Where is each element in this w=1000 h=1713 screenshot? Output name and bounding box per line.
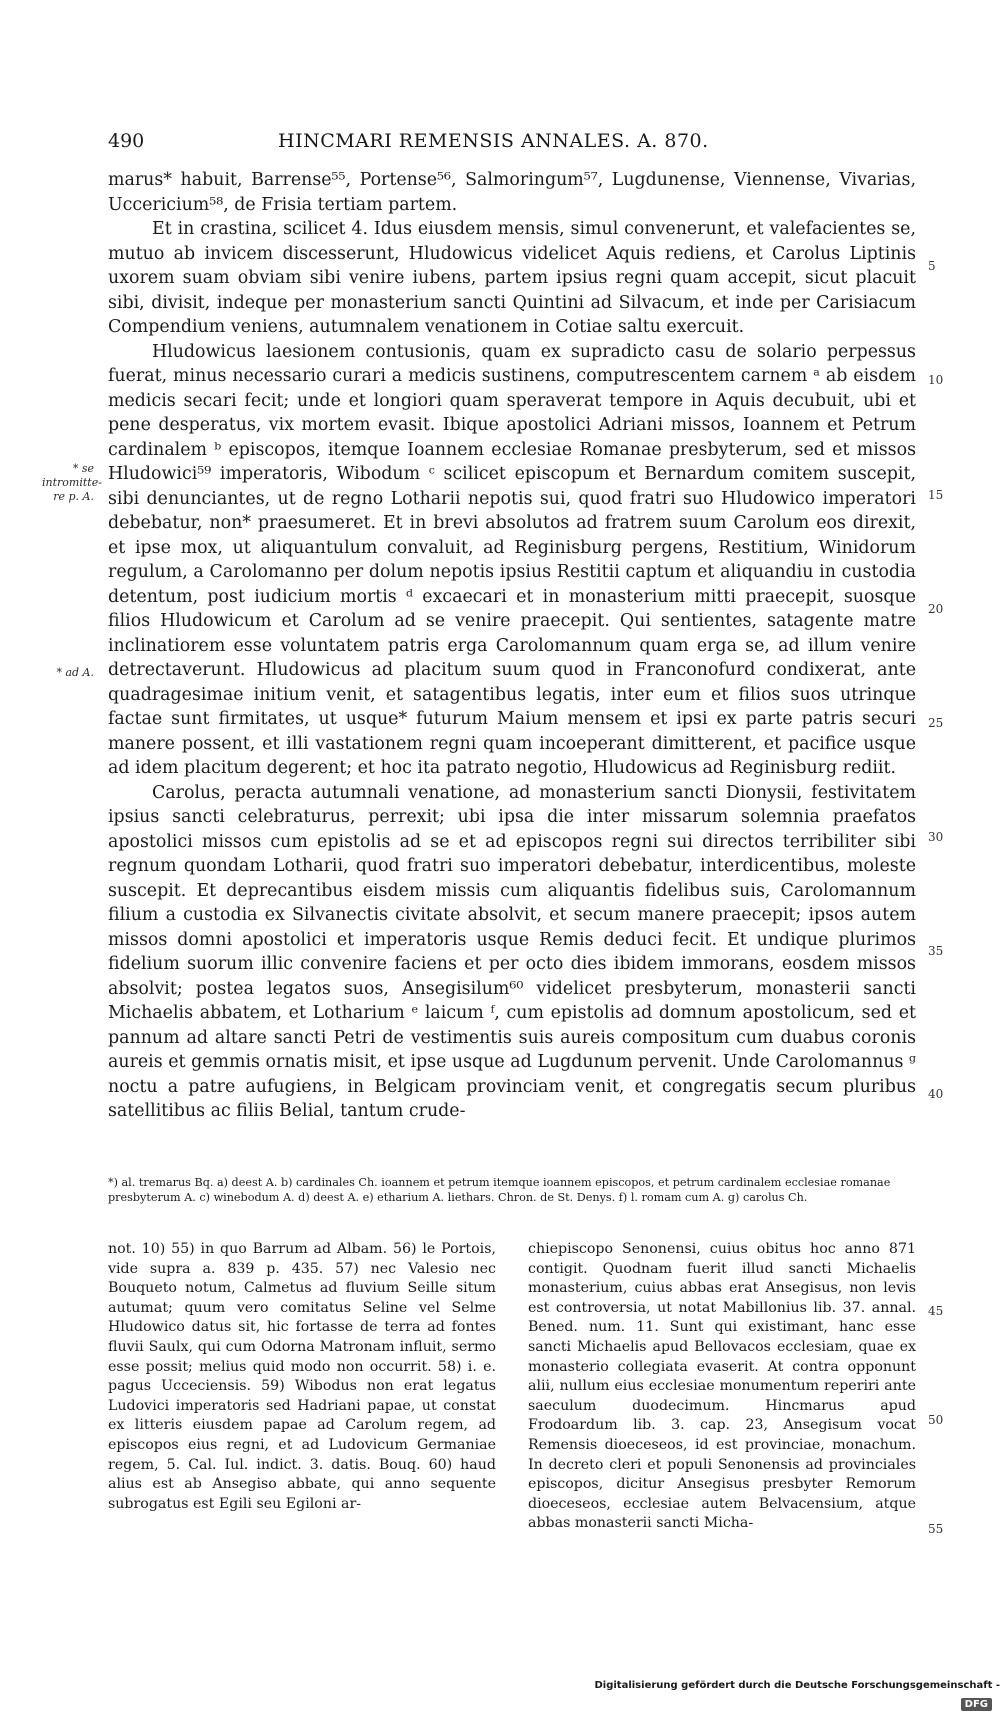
main-text [108, 168, 916, 1124]
paragraph: Carolus, peracta autumnali venatione, ad monasterium sancti Dionysii, festivitatem ipsius sancti celebraturus, perrexit; ubi ipsa die inter missarum solemnia praefatos apostolici missos cum epistolis ad se et ad episcopos regni sui directos terribiliter sibi regnum quondam Lotharii, quod fratri suo imperatori debebatur, interdicentibus, moleste suscepit. Et deprecantibus eisdem missis cum aliquantis fidelibus suis, Carolomannum filium a custodia ex Silvanectis civitate absolvit, et secum manere praecepit; ipsos autem missos domni apostolici et imperatoris usque Remis deduci fecit. Et undique plurimos fidelium suorum illic convenire faciens et per octo dies ibidem immorans, eosdem missos absolvit; postea legatos suos, Ansegisilum⁶⁰ videlicet presbyterum, monasterii sancti Michaelis abbatem, et Lotharium ᵉ laicum ᶠ, cum epistolis ad domnum apostolicum, sed et pannum ad altare sancti Petri de vestimentis suis aureis compositum cum duabus coronis aureis et gemmis ornatis misit, et ipse usque ad Lugdunum pervenit. Unde Carolomannus ᵍ noctu a patre aufugiens, in Belgicam provinciam venit, et congregatis secum pluribus satellitibus ac filiis Belial, tantum crude- [108, 782, 916, 1121]
digitization-footer [560, 1675, 1000, 1710]
critical-apparatus [108, 1175, 928, 1205]
line-number: 5 [928, 259, 936, 273]
paragraph: Hludowicus laesionem contusionis, quam ex supradicto casu de solario perpessus fuerat, minus necessario curari a medicis sustinens, computrescentem carnem ᵃ ab eisdem medicis secari fecit; unde et longiori quam speraverat tempore in Aquis decubuit, ubi et pene desperatus, vix mortem evasit. Ibique apostolici Adriani missos, Ioannem et Petrum cardinalem ᵇ episcopos, itemque Ioannem ecclesiae Romanae presbyterum, sed et missos Hludowici⁵⁹ imperatoris, Wibodum ᶜ scilicet episcopum et Bernardum comitem suscepit, sibi denunciantes, ut de regno Lotharii nepotis sui, quod fratri suo Hludowico imperatori debebatur, non* praesumeret. Et in brevi absolutos ad fratrem suum Carolum eos direxit, et ipse mox, ut aliquantulum convaluit, ad Reginisburg pergens, Restitium, Winidorum regulum, a Carolomanno per dolum nepotis ipsius Restitii captum et aliquandiu in custodia detentum, post iudicium mortis ᵈ excaecari et in monasterium mitti praecepit, suosque filios Hludowicum et Carolum ad se venire praecepit. Qui sentientes, satagente matre inclinatiorem esse voluntatem patris erga Carolomannum quam erga se, ad illum venire detrectaverunt. Hludowicus ad placitum suum quod in Franconofurd condixerat, ante quadragesimae initium venit, et satagentibus legatis, inter eum et filios suos utrinque factae sunt firmitates, ut usque* futurum Maium mensem et ipsi ex parte patris securi manere possent, et illi vastationem regni quam incoeperant dimitterent, et pacifice usque ad idem placitum degerent; et hoc ita patrato negotio, Hludowicus ad Reginisburg rediit. [108, 341, 916, 778]
paragraph: Et in crastina, scilicet 4. Idus eiusdem mensis, simul convenerunt, et valefacientes se, mutuo ab invicem discesserunt, Hludowicus videlicet Aquis rediens, et Carolus Liptinis uxorem suam obviam sibi venire iubens, partem ipsius regni quam accepit, sicut placuit sibi, divisit, indeque per monasterium sancti Quintini ad Silvacum, et inde per Carisiacum Compendium veniens, autumnalem venationem in Cotiae saltu exercuit. [108, 219, 916, 337]
line-number: 10 [928, 373, 944, 387]
footer-text: Digitalisierung gefördert durch die Deutsche Forschungsgemeinschaft - [594, 1680, 1000, 1691]
footnote-column-left [108, 1240, 496, 1514]
page-header [108, 130, 908, 160]
dfg-logo: DFG [961, 1698, 992, 1711]
line-number: 20 [928, 602, 944, 616]
paragraph: marus* habuit, Barrense⁵⁵, Portense⁵⁶, Salmoringum⁵⁷, Lugdunense, Viennense, Vivarias, Uccericium⁵⁸, de Frisia tertiam partem. [108, 170, 916, 215]
margin-note: * ad A. [56, 666, 94, 679]
footnotes [108, 1240, 916, 1580]
margin-note: * se intromitte-re p. A. [42, 462, 102, 503]
line-number: 55 [928, 1522, 944, 1536]
footnote-text: chiepiscopo Senonensi, cuius obitus hoc anno 871 contigit. Quodnam fuerit illud sancti Michaelis monasterium, cuius abbas erat Ansegisus, non levis est controversia, ut notat Mabillonius lib. 37. annal. Bened. num. 11. Sunt qui existimant, hanc esse sancti Michaelis apud Bellovacos ecclesiam, quae ex monasterio collegiata evaserit. At contra opponunt alii, nullum eius ecclesiae monumentum reperiri ante saeculum duodecimum. Hincmarus apud Frodoardum lib. 3. cap. 23, Ansegisum vocat Remensis dioeceseos, id est provinciae, monachum. In decreto cleri et populi Senonensis ad provinciales episcopos, dicitur Ansegisus presbyter Remorum dioeceseos, ecclesiae autem Belvacensium, atque abbas monasterii sancti Micha- [528, 1241, 916, 1532]
line-number: 40 [928, 1087, 944, 1101]
line-number: 25 [928, 716, 944, 730]
page-number: 490 [108, 130, 145, 152]
footnote-text: not. 10) 55) in quo Barrum ad Albam. 56) le Portois, vide supra a. 839 p. 435. 57) nec Valesio nec Bouqueto notum, Calmetus ad fluvium Seille situm autumat; quum vero comitatus Seline vel Selme Hludowico datus sit, hic fortasse de terra ad fontes fluvii Saulx, qui cum Odorna Matronam influit, sermo esse possit; melius quid modo non occurrit. 58) i. e. pagus Ucceciensis. 59) Wibodus non erat legatus Ludovici imperatoris sed Hadriani papae, ut constat ex litteris eiusdem papae ad Carolum regem, ad episcopos eius regni, et ad Ludovicum Germaniae regem, 5. Cal. Iul. indict. 3. datis. Bouq. 60) haud alius est ab Ansegiso abbate, qui anno sequente subrogatus est Egili seu Egiloni ar- [108, 1241, 496, 1512]
line-number: 35 [928, 944, 944, 958]
running-title: HINCMARI REMENSIS ANNALES. A. 870. [278, 130, 709, 152]
line-number: 30 [928, 830, 944, 844]
line-number: 50 [928, 1413, 944, 1427]
line-number: 45 [928, 1304, 944, 1318]
footnote-column-right [528, 1240, 916, 1534]
line-number: 15 [928, 488, 944, 502]
apparatus-text: *) al. tremarus Bq. a) deest A. b) cardinales Ch. ioannem et petrum itemque ioannem episcopos, et petrum cardinalem ecclesiae romanae presbyterum A. c) winebodum A. d) deest A. e) etharium A. liethars. Chron. de St. Denys. f) l. romam cum A. g) carolus Ch. [108, 1176, 891, 1204]
